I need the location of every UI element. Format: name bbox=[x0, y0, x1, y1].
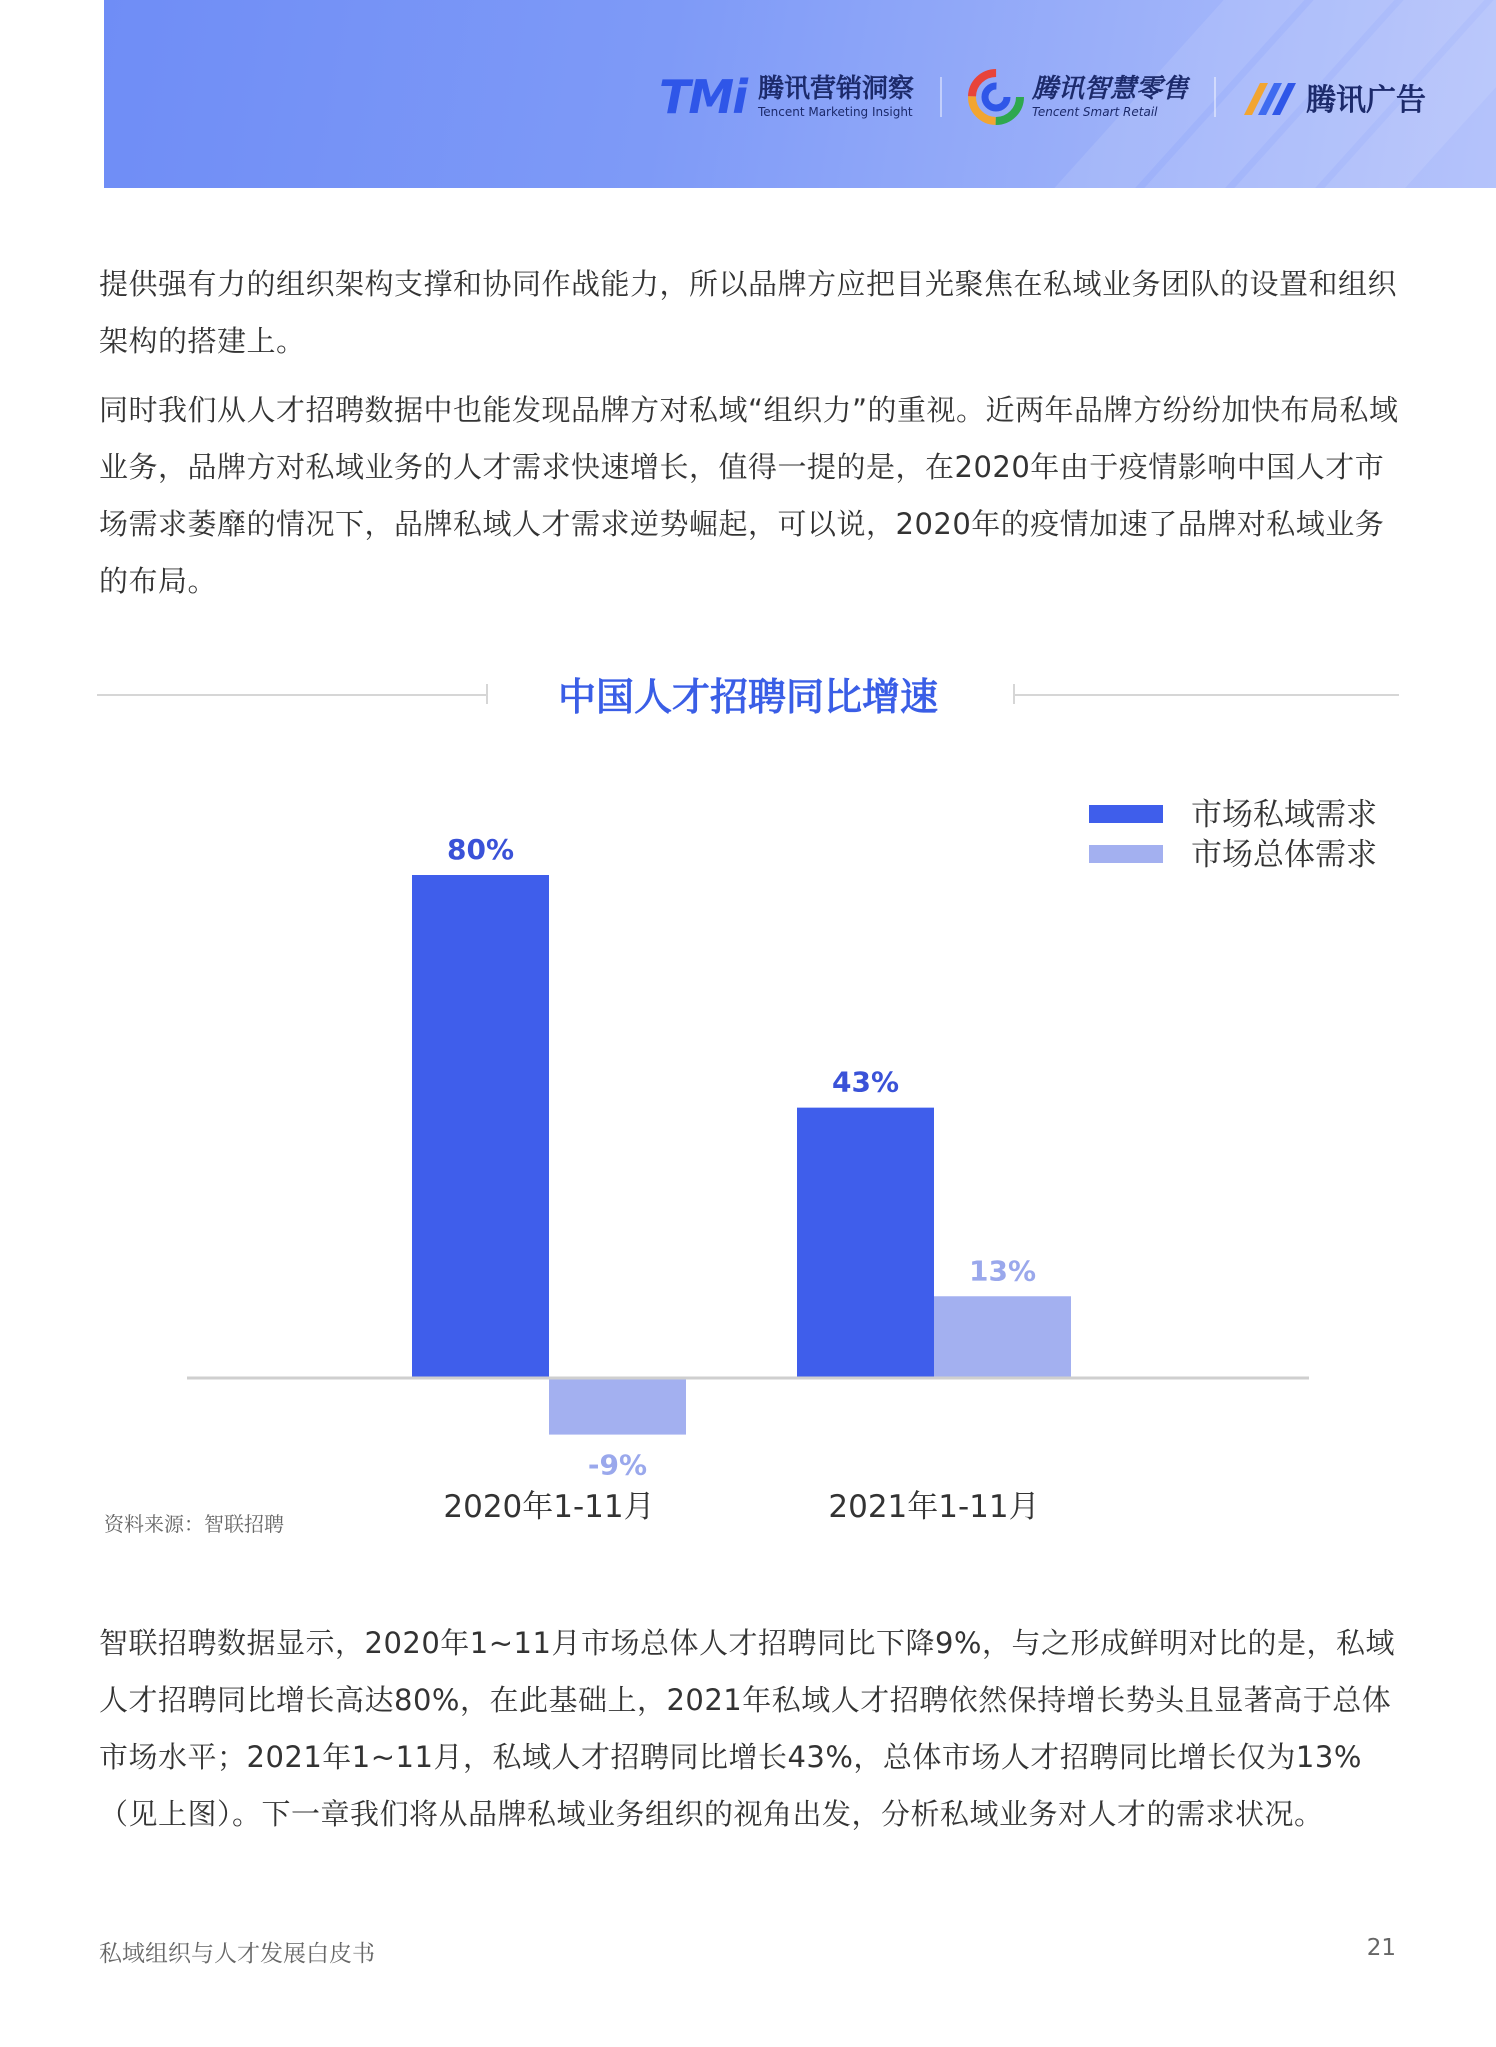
bar-overall-1 bbox=[934, 1296, 1071, 1378]
paragraph-recruiting-trend: 同时我们从人才招聘数据中也能发现品牌方对私域“组织力”的重视。近两年品牌方纷纷加快布局私域业务，品牌方对私域业务的人才需求快速增长，值得一提的是，在2020年由于疫情影响中国人才市场需求萎靡的情况下，品牌私域人才需求逆势崛起，可以说，2020年的疫情加速了品牌对私域业务的布局。 bbox=[99, 393, 1399, 598]
tmi-logo-cn: 腾讯营销洞察 bbox=[757, 74, 914, 104]
retail-logo-en: Tencent Smart Retail bbox=[1031, 105, 1158, 119]
chart-title: 中国人才招聘同比增速 bbox=[557, 675, 938, 719]
data-label: 43% bbox=[831, 1065, 900, 1099]
legend-label: 市场私域需求 bbox=[1191, 797, 1377, 833]
paragraph-data-summary: 智联招聘数据显示，2020年1~11月市场总体人才招聘同比下降9%，与之形成鲜明对比的是，私域人才招聘同比增长高达80%，在此基础上，2021年私域人才招聘依然保持增长势头且显著高于总体市场水平；2021年1~11月，私域人才招聘同比增长43%，总体市场人才招聘同比增长仅为13%（见上图）。下一章我们将从品牌私域业务组织的视角出发，分析私域业务对人才的需求状况。 bbox=[99, 1626, 1395, 1831]
tmi-logo-en: Tencent Marketing Insight bbox=[757, 105, 913, 119]
paragraph-org-structure: 提供强有力的组织架构支撑和协同作战能力，所以品牌方应把目光聚焦在私域业务团队的设置和组织架构的搭建上。 bbox=[99, 267, 1398, 358]
legend-swatch bbox=[1089, 805, 1163, 823]
tmi-logo-mark: TMi bbox=[659, 70, 746, 124]
chart-source: 资料来源：智联招聘 bbox=[104, 1512, 284, 1536]
category-label: 2020年1-11月 bbox=[443, 1489, 655, 1525]
bar-private-0 bbox=[412, 875, 549, 1378]
retail-logo-cn: 腾讯智慧零售 bbox=[1031, 74, 1188, 104]
page-number: 21 bbox=[1366, 1935, 1396, 1961]
category-label: 2021年1-11月 bbox=[828, 1489, 1040, 1525]
legend-swatch bbox=[1089, 845, 1163, 863]
data-label: 80% bbox=[446, 833, 515, 866]
data-label: -9% bbox=[587, 1448, 648, 1482]
bar-overall-0 bbox=[549, 1378, 686, 1435]
bar-private-1 bbox=[797, 1108, 934, 1378]
footer-document-title: 私域组织与人才发展白皮书 bbox=[99, 1941, 375, 1967]
legend-label: 市场总体需求 bbox=[1191, 837, 1377, 873]
ads-logo-cn: 腾讯广告 bbox=[1306, 83, 1426, 118]
data-label: 13% bbox=[968, 1254, 1037, 1288]
